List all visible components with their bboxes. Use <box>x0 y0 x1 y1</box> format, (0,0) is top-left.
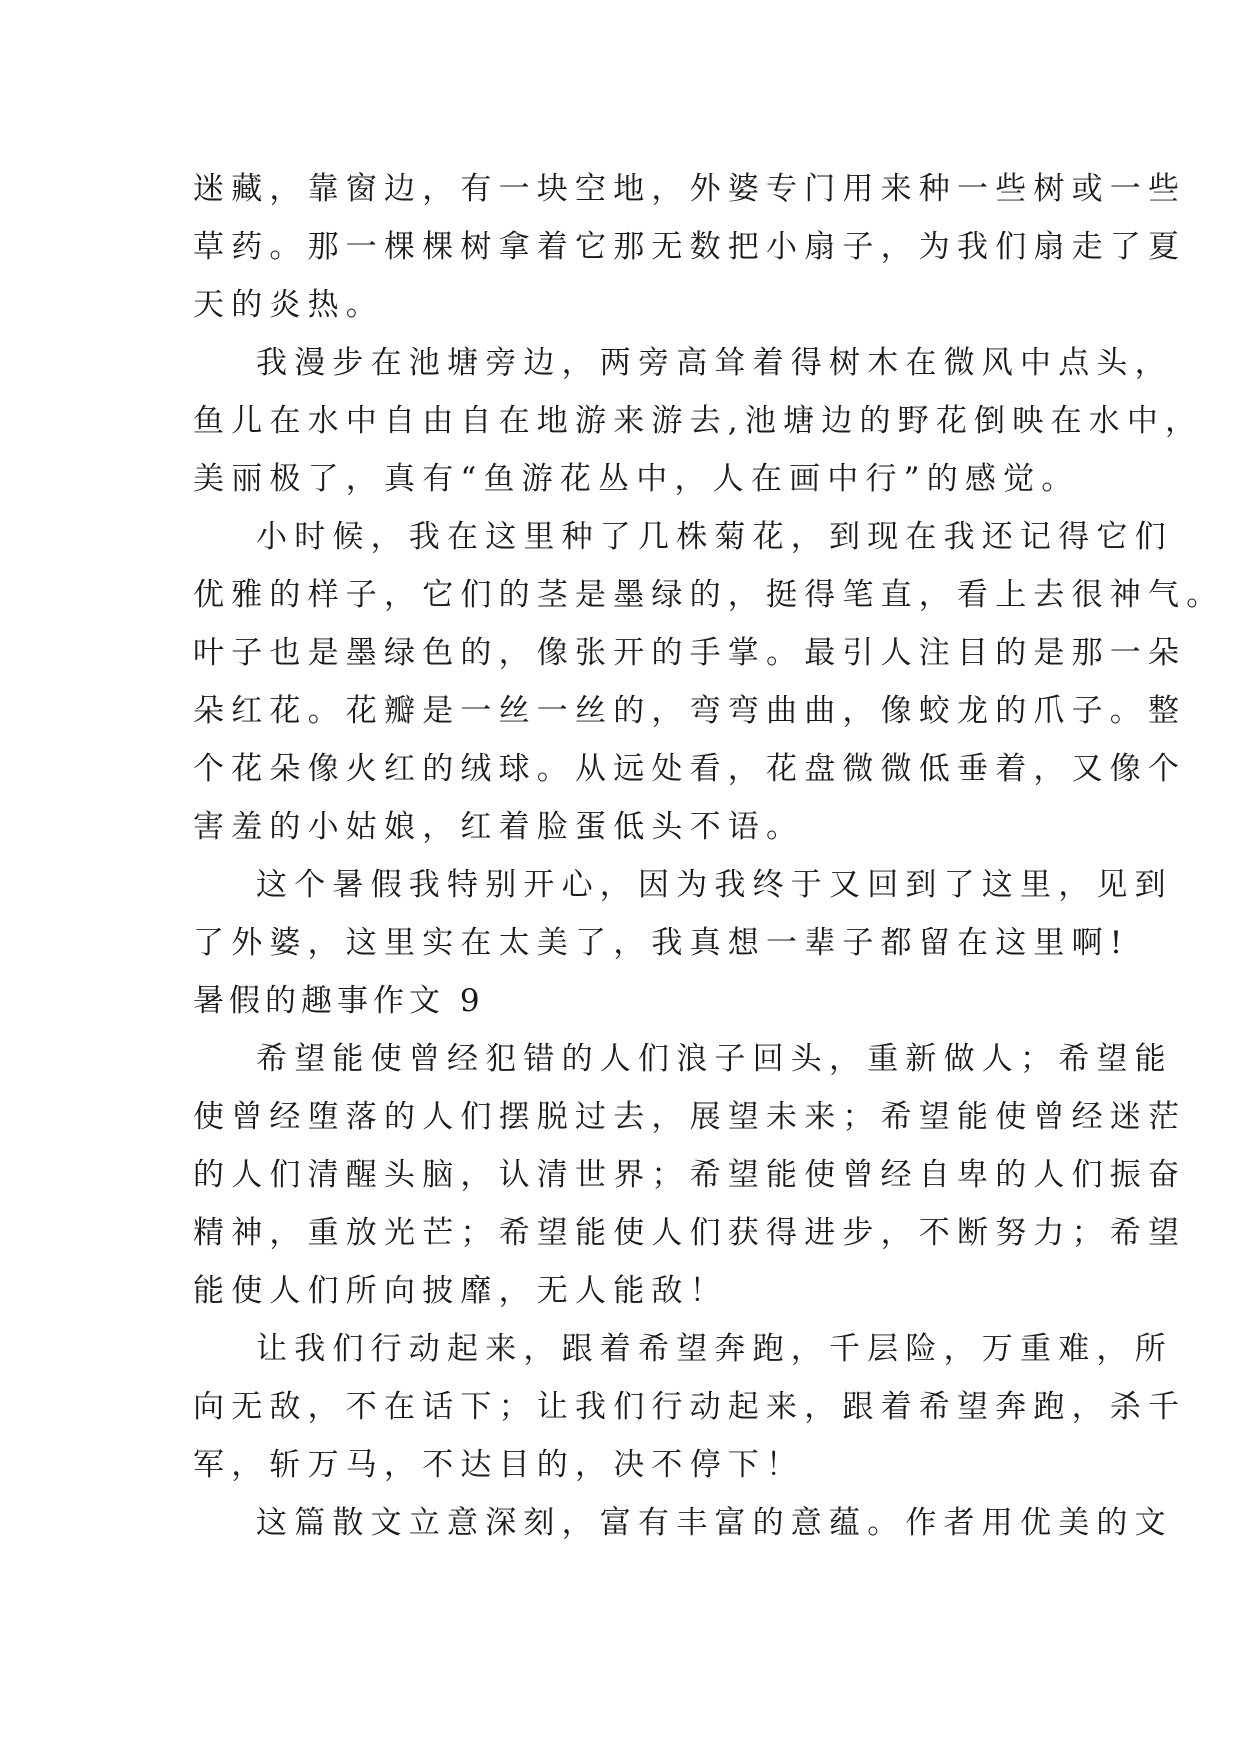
paragraph-chrysanthemum <box>193 508 1225 856</box>
text-line: 美丽极了，真有“鱼游花丛中，人在画中行”的感觉。 <box>193 461 1080 497</box>
text-line: 的人们清醒头脑，认清世界；希望能使曾经自卑的人们振奋 <box>193 1157 1187 1193</box>
text-line: 军，斩万马，不达目的，决不停下！ <box>193 1447 805 1483</box>
text-line: 优雅的样子，它们的茎是墨绿的，挺得笔直，看上去很神气。 <box>193 577 1225 613</box>
paragraph-garden <box>193 160 1187 334</box>
text-line: 草药。那一棵棵树拿着它那无数把小扇子，为我们扇走了夏 <box>193 229 1187 265</box>
text-line: 这篇散文立意深刻，富有丰富的意蕴。作者用优美的文 <box>256 1505 1173 1541</box>
text-line: 我漫步在池塘旁边，两旁高耸着得树木在微风中点头， <box>256 345 1173 381</box>
text-line: 小时候，我在这里种了几株菊花，到现在我还记得它们 <box>256 519 1173 555</box>
text-line: 天的炎热。 <box>193 287 384 323</box>
section-title: 暑假的趣事作文 9 <box>193 983 485 1019</box>
text-line: 向无敌，不在话下；让我们行动起来，跟着希望奔跑，杀千 <box>193 1389 1187 1425</box>
text-line: 朵红花。花瓣是一丝一丝的，弯弯曲曲，像蛟龙的爪子。整 <box>193 693 1187 729</box>
text-line: 希望能使曾经犯错的人们浪子回头，重新做人；希望能 <box>256 1041 1173 1077</box>
text-line: 让我们行动起来，跟着希望奔跑，千层险，万重难，所 <box>256 1331 1173 1367</box>
text-line: 迷藏，靠窗边，有一块空地，外婆专门用来种一些树或一些 <box>193 171 1187 207</box>
text-line: 这个暑假我特别开心，因为我终于又回到了这里，见到 <box>256 867 1173 903</box>
text-line: 个花朵像火红的绒球。从远处看，花盘微微低垂着，又像个 <box>193 751 1187 787</box>
text-line: 能使人们所向披靡，无人能敌！ <box>193 1273 728 1309</box>
text-line: 精神，重放光芒；希望能使人们获得进步，不断努力；希望 <box>193 1215 1187 1251</box>
text-line: 使曾经堕落的人们摆脱过去，展望未来；希望能使曾经迷茫 <box>193 1099 1187 1135</box>
paragraph-summer <box>193 856 1173 972</box>
text-line: 了外婆，这里实在太美了，我真想一辈子都留在这里啊! <box>193 925 1130 961</box>
paragraph-comment <box>193 1494 1173 1552</box>
text-line: 鱼儿在水中自由自在地游来游去,池塘边的野花倒映在水中， <box>193 403 1204 439</box>
text-line: 害羞的小姑娘，红着脸蛋低头不语。 <box>193 809 805 845</box>
paragraph-pond <box>193 334 1204 508</box>
document-body <box>193 160 1225 1552</box>
text-line: 叶子也是墨绿色的，像张开的手掌。最引人注目的是那一朵 <box>193 635 1187 671</box>
paragraph-hope <box>193 1030 1187 1320</box>
paragraph-action <box>193 1320 1187 1494</box>
